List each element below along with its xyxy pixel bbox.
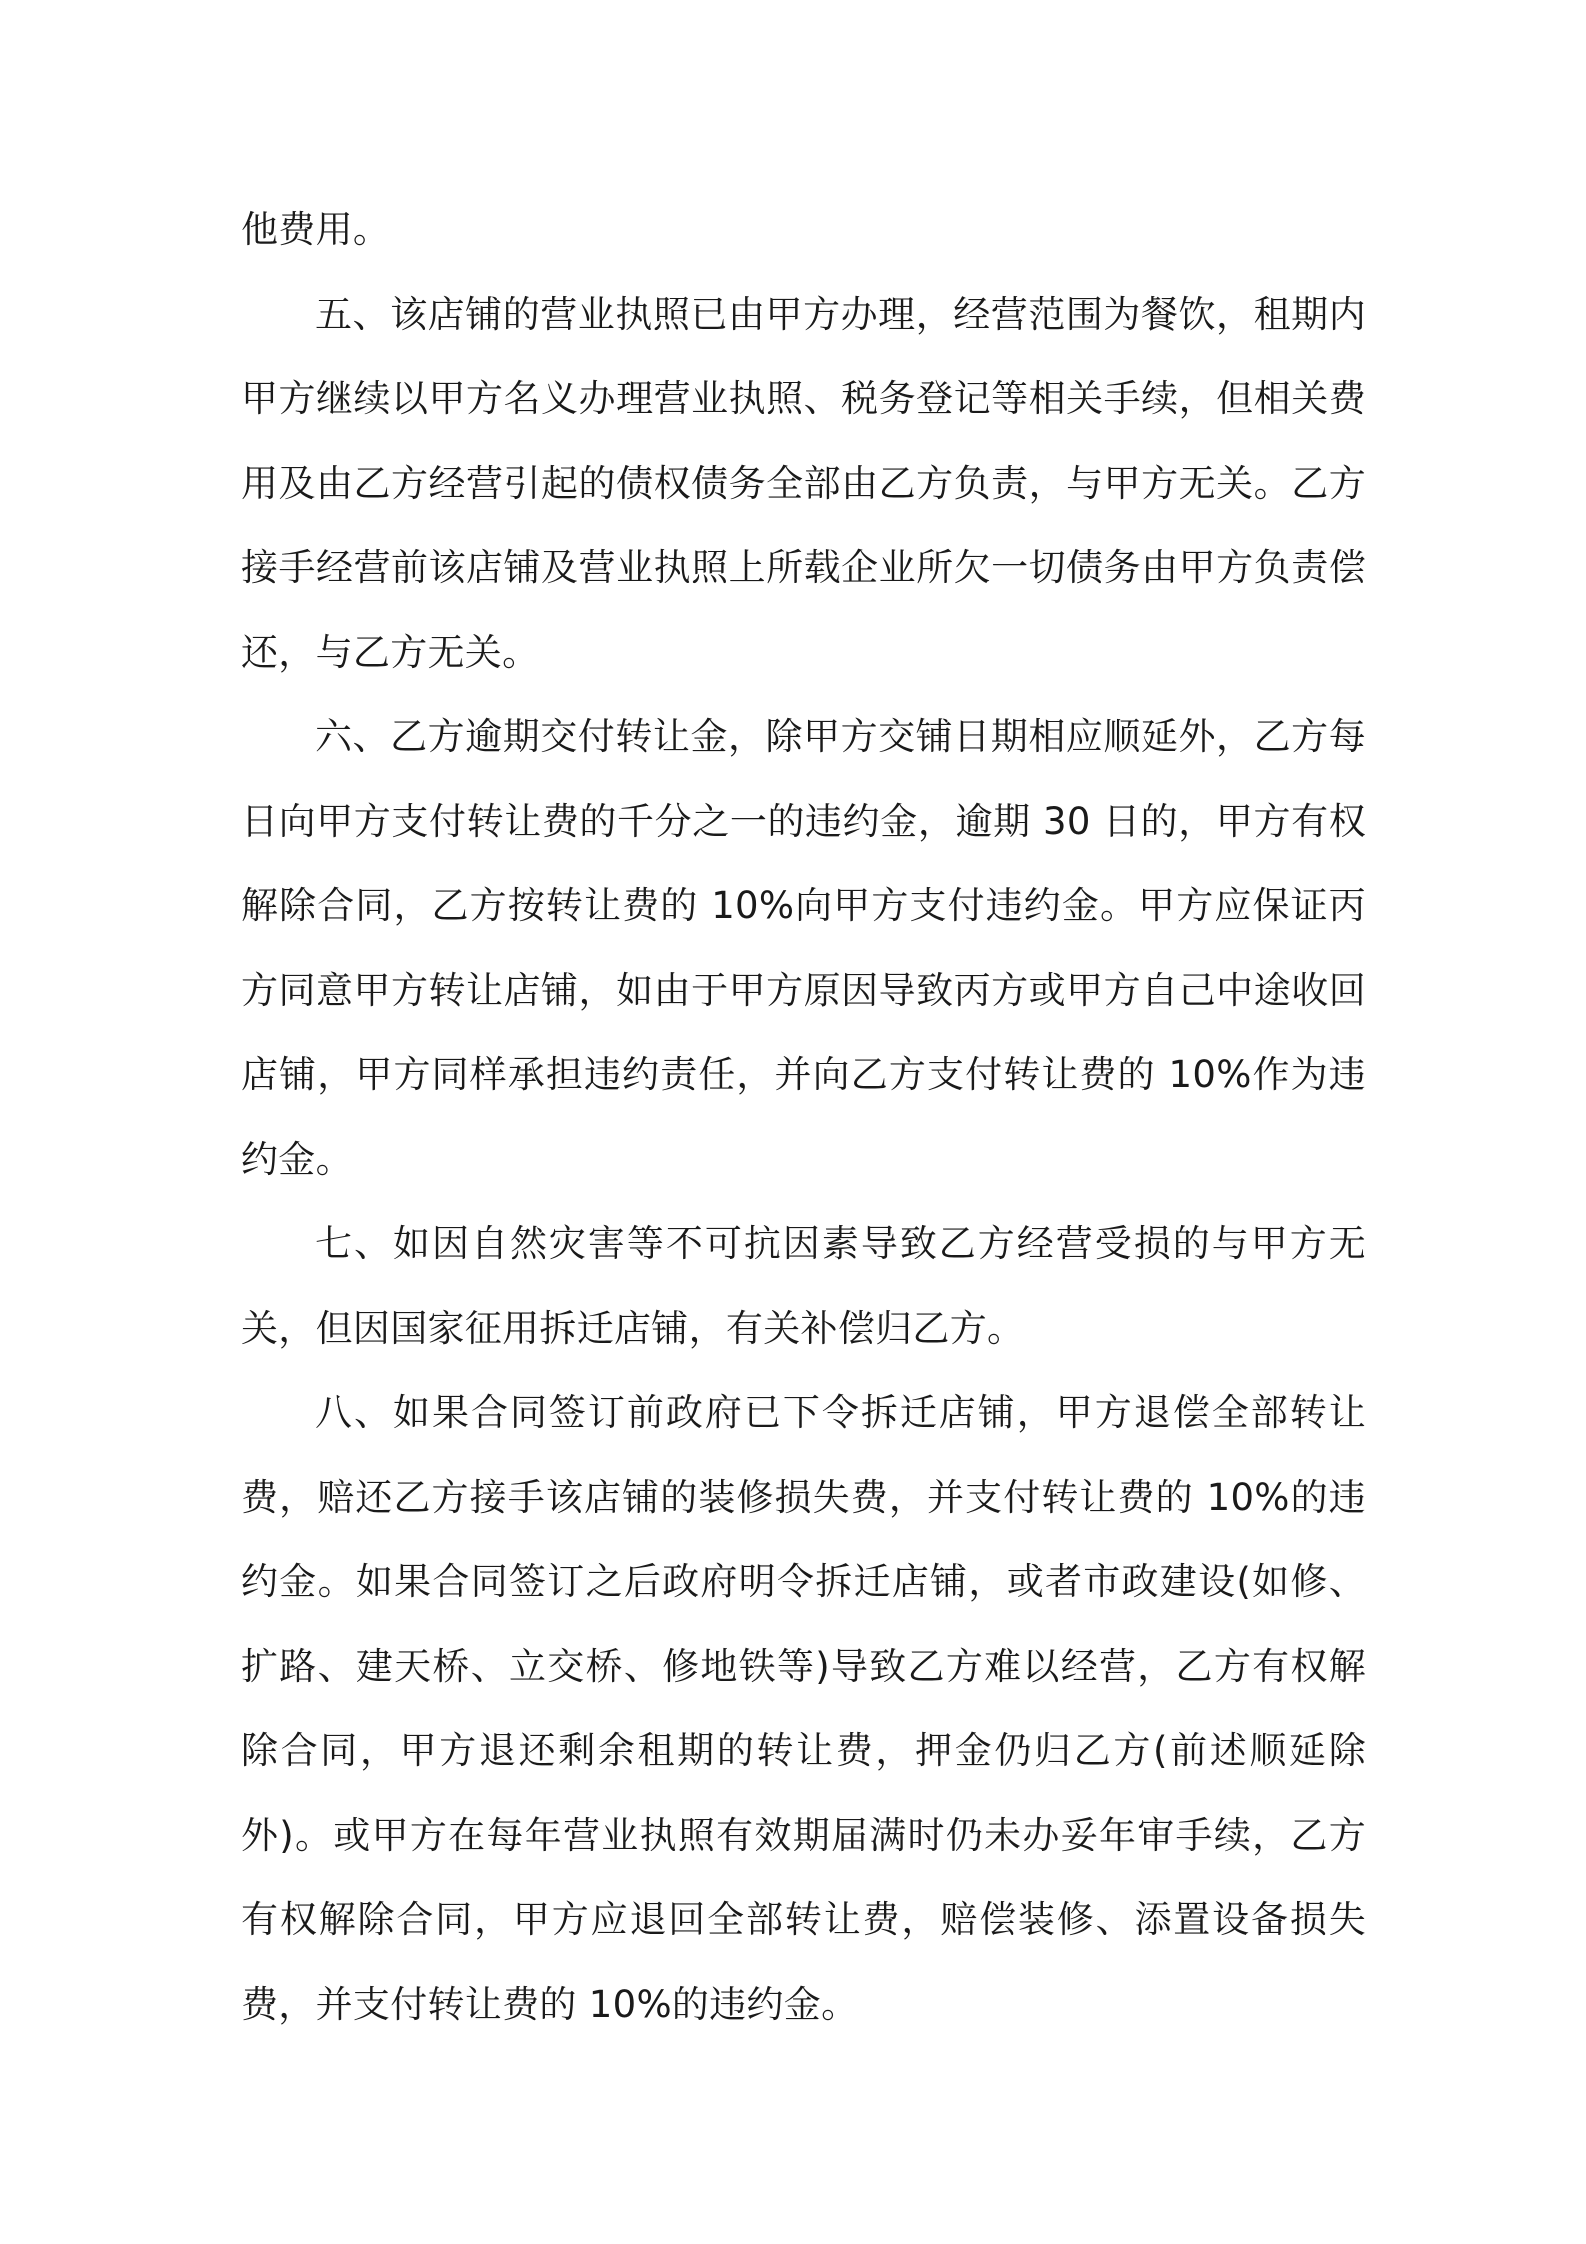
paragraph-clause-7: 七、如因自然灾害等不可抗因素导致乙方经营受损的与甲方无关，但因国家征用拆迁店铺，有关补偿归乙方。	[241, 1222, 1366, 1350]
paragraph-clause-5: 五、该店铺的营业执照已由甲方办理，经营范围为餐饮，租期内甲方继续以甲方名义办理营业执照、税务登记等相关手续，但相关费用及由乙方经营引起的债权债务全部由乙方负责，与甲方无关。乙方接手经营前该店铺及营业执照上所载企业所欠一切债务由甲方负责偿还，与乙方无关。	[241, 292, 1366, 674]
paragraph-continuation: 他费用。	[241, 208, 391, 251]
paragraph-clause-8: 八、如果合同签订前政府已下令拆迁店铺，甲方退偿全部转让费，赔还乙方接手该店铺的装修损失费，并支付转让费的 10%的违约金。如果合同签订之后政府明令拆迁店铺，或者市政建设(如修、扩路、建天桥、立交桥、修地铁等)导致乙方难以经营，乙方有权解除合同，甲方退还剩余租期的转让费，押金仍归乙方(前述顺延除外)。或甲方在每年营业执照有效期届满时仍未办妥年审手续，乙方有权解除合同，甲方应退回全部转让费，赔偿装修、添置设备损失费，并支付转让费的 10%的违约金。	[241, 1391, 1366, 2026]
paragraph-clause-6: 六、乙方逾期交付转让金，除甲方交铺日期相应顺延外，乙方每日向甲方支付转让费的千分之一的违约金，逾期 30 日的，甲方有权解除合同，乙方按转让费的 10%向甲方支付违约金。甲方应保证丙方同意甲方转让店铺，如由于甲方原因导致丙方或甲方自己中途收回店铺，甲方同样承担违约责任，并向乙方支付转让费的 10%作为违约金。	[241, 715, 1366, 1181]
document-body	[241, 188, 1366, 2047]
